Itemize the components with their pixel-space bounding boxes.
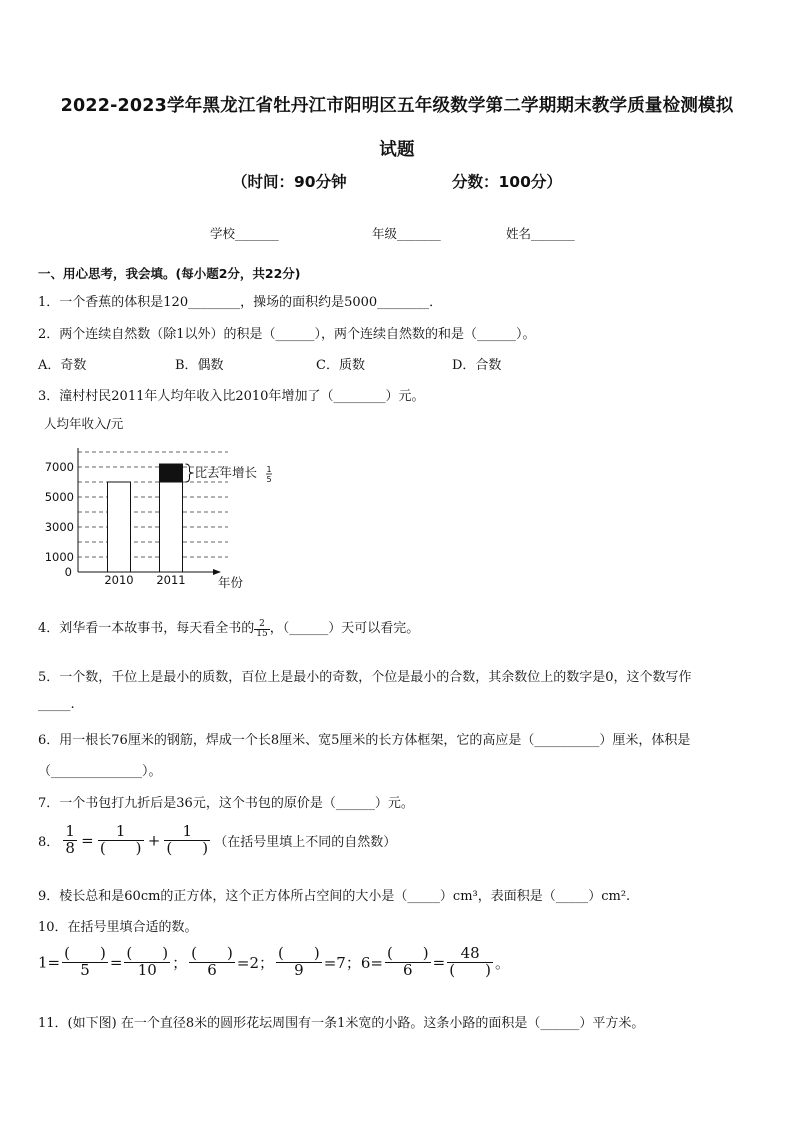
q10-frac-num: ( ) bbox=[386, 944, 429, 962]
y-tick-labels bbox=[45, 460, 74, 579]
grade-field: 年级_______ bbox=[372, 226, 441, 241]
question-9: 9．棱长总和是60cm的正方体，这个正方体所占空间的大小是（_____）cm³，表面积是（_____）cm². bbox=[38, 889, 631, 904]
annotation-frac-num: 1 bbox=[266, 465, 272, 474]
question-4 bbox=[38, 617, 419, 639]
exam-score: 分数：100分） bbox=[452, 173, 562, 191]
q10-frac-num: 48 bbox=[447, 946, 493, 963]
q10-frac-den: 6 bbox=[403, 960, 413, 979]
y-tick-label: 3000 bbox=[44, 520, 74, 534]
q10-fraction bbox=[189, 946, 235, 979]
section-heading: 一、用心思考，我会填。(每小题2分，共22分) bbox=[38, 266, 301, 281]
q8-equals: = bbox=[81, 831, 94, 850]
q10-frac-num: ( ) bbox=[191, 944, 233, 962]
q10-fraction bbox=[62, 946, 108, 979]
q2-option-a: A．奇数 bbox=[38, 358, 87, 373]
x-tick-label: 2010 bbox=[104, 573, 134, 587]
q8-rhs1-num: 1 bbox=[98, 824, 144, 841]
x-tick-labels bbox=[104, 573, 185, 587]
income-bar-chart bbox=[30, 410, 290, 592]
y-tick-label: 1000 bbox=[44, 550, 74, 564]
q10-frac-den: 10 bbox=[137, 960, 157, 979]
q10-fraction bbox=[124, 946, 170, 979]
q8-rhs1-den: ( ) bbox=[99, 838, 142, 857]
q10-frac-den: 9 bbox=[294, 960, 304, 979]
y-tick-label: 5000 bbox=[44, 490, 74, 504]
q10-text: =7；6= bbox=[323, 953, 383, 972]
exam-title-line2: 试题 bbox=[379, 140, 415, 160]
question-6-line2: （______________）。 bbox=[38, 764, 162, 779]
question-11: 11．(如下图) 在一个直径8米的圆形花坛周围有一条1米宽的小路。这条小路的面积是（______）平方米。 bbox=[38, 1016, 645, 1031]
q2-option-b: B．偶数 bbox=[175, 358, 224, 373]
question-1: 1．一个香蕉的体积是120________，操场的面积约是5000________． bbox=[38, 295, 443, 310]
exam-title-line1: 2022-2023学年黑龙江省牡丹江市阳明区五年级数学第二学期期末教学质量检测模拟 bbox=[60, 96, 734, 116]
bar-2010 bbox=[108, 482, 131, 572]
q10-frac-num: ( ) bbox=[126, 944, 169, 962]
q2-option-c: C．质数 bbox=[316, 358, 365, 373]
question-7: 7．一个书包打九折后是36元，这个书包的原价是（______）元。 bbox=[38, 796, 414, 811]
question-5-line1: 5．一个数，千位上是最小的质数，百位上是最小的奇数，个位是最小的合数，其余数位上的数字是0，这个数写作 bbox=[38, 670, 692, 685]
question-2: 2．两个连续自然数（除1以外）的积是（______），两个连续自然数的和是（______）。 bbox=[38, 327, 536, 342]
q8-lhs-fraction bbox=[63, 824, 77, 857]
exam-title bbox=[30, 84, 764, 172]
y-tick-label: 7000 bbox=[44, 460, 74, 474]
q10-fraction bbox=[447, 946, 493, 979]
q8-rhs1-fraction bbox=[98, 824, 144, 857]
q8-rhs2-num: 1 bbox=[164, 824, 210, 841]
q4-text-before: 4．刘华看一本故事书，每天看全书的 bbox=[38, 621, 255, 636]
q4-frac-den: 15 bbox=[256, 629, 268, 639]
name-field: 姓名_______ bbox=[506, 226, 575, 241]
q8-label: 8． bbox=[38, 834, 60, 850]
q10-frac-den: 6 bbox=[207, 960, 217, 979]
q10-fraction bbox=[385, 946, 431, 979]
exam-time: （时间：90分钟 bbox=[232, 173, 347, 191]
q8-rhs2-fraction bbox=[164, 824, 210, 857]
bar-increase-segment bbox=[160, 464, 183, 482]
q8-note: （在括号里填上不同的自然数） bbox=[214, 834, 397, 850]
question-10: 10．在括号里填合适的数。 bbox=[38, 920, 198, 935]
q4-fraction bbox=[254, 620, 269, 640]
annotation-frac-den: 5 bbox=[266, 475, 272, 484]
x-axis-label: 年份 bbox=[218, 575, 244, 590]
q10-text: = bbox=[109, 953, 123, 972]
q10-frac-den: 5 bbox=[80, 960, 90, 979]
q10-text: 。 bbox=[494, 953, 510, 972]
question-3: 3．潼村村民2011年人均年收入比2010年增加了（________）元。 bbox=[38, 389, 425, 404]
bar-2011 bbox=[160, 482, 183, 572]
chart-bars bbox=[108, 464, 183, 572]
increase-annotation: 比去年增长 bbox=[194, 465, 258, 480]
q10-fraction bbox=[276, 946, 322, 979]
q4-text-after: ，（______）天可以看完。 bbox=[269, 621, 420, 636]
q10-frac-num: ( ) bbox=[278, 944, 320, 962]
question-8 bbox=[38, 824, 396, 857]
school-field: 学校_______ bbox=[210, 226, 279, 241]
y-tick-label: 0 bbox=[64, 565, 72, 579]
y-axis-label: 人均年收入/元 bbox=[44, 416, 124, 431]
q2-option-d: D．合数 bbox=[452, 358, 502, 373]
question-6-line1: 6．用一根长76厘米的钢筋，焊成一个长8厘米、宽5厘米的长方体框架，它的高应是（__________）厘米，体积是 bbox=[38, 733, 691, 748]
q8-rhs2-den: ( ) bbox=[166, 838, 209, 857]
q4-frac-num: 2 bbox=[254, 620, 269, 630]
q10-text: =2； bbox=[236, 953, 274, 972]
q8-lhs-num: 1 bbox=[65, 822, 75, 840]
q10-frac-num: ( ) bbox=[64, 944, 106, 962]
q10-text: = bbox=[432, 953, 446, 972]
q10-text: 1= bbox=[38, 953, 61, 972]
question-5-line2: _____. bbox=[38, 697, 75, 712]
x-tick-label: 2011 bbox=[156, 573, 186, 587]
q10-frac-den: ( ) bbox=[449, 960, 491, 979]
q10-text: ； bbox=[172, 953, 188, 972]
q8-lhs-den: 8 bbox=[65, 838, 75, 857]
q8-plus: + bbox=[147, 831, 161, 850]
q10-expression bbox=[38, 946, 510, 979]
